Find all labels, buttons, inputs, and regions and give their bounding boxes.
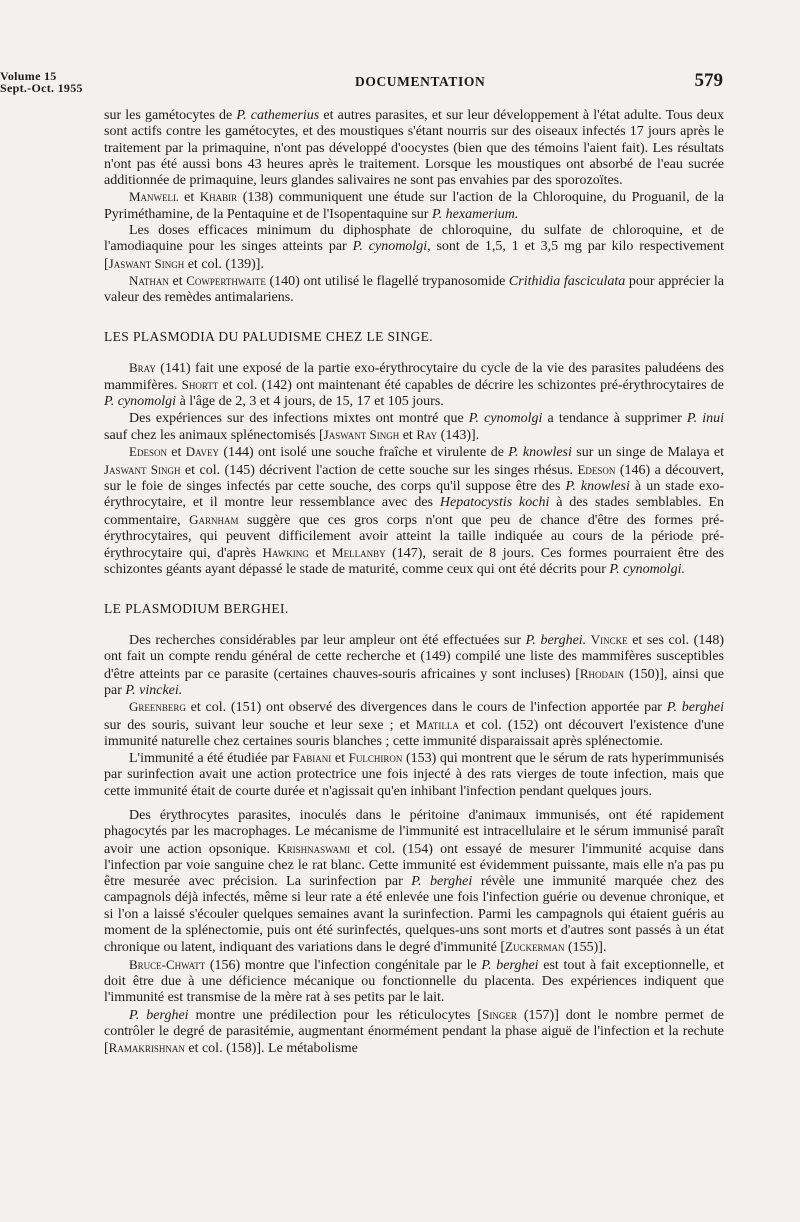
author-name: Nathan xyxy=(129,272,169,288)
paragraph: Des érythrocytes parasites, inoculés dans le péritoine d'animaux immunisés, ont été rapidement phagocytés par les macrophages. Le mécanisme de l'immunité est intracellulaire et le sérum immunisé paraît avoir une action opsonique. Krishnaswami et col. (154) ont essayé de mesurer l'immunité acquise dans l'infection par voie sanguine chez le rat blanc. Cette immunité est évidemment puissante, mais elle n'a pas pu être mesurée avec précision. La surinfection par P. berghei révèle une immunité marquée chez des campagnols déjà infectés, même si leur rate a été enlevée une fois l'infection guérie ou devenue chronique, et si l'on a laissé s'écouler quelques semaines avant la surinfection. Parmi les campagnols qui étaient guéris au moment de la splénectomie, puis ont été surinfectés, quelques-uns sont morts et d'autres sont passés à un état chronique ou latent, indiquant des variations dans le degré d'immunité [Zuckerman (155)]. xyxy=(104,807,725,956)
author-name: Vincke xyxy=(590,632,628,648)
author-name: Hawking xyxy=(262,545,309,561)
author-name: Krishnaswami xyxy=(277,840,351,856)
author-name: Garnham xyxy=(189,511,239,527)
running-header xyxy=(0,70,800,100)
author-name: Jaswant Singh xyxy=(108,255,185,271)
author-name: Manwell xyxy=(129,189,179,205)
author-name: Ramakrishnan xyxy=(108,1040,185,1056)
paragraph: Greenberg et col. (151) ont observé des divergences dans le cours de l'infection apportée par P. berghei sur des souris, suivant leur souche et leur sexe ; et Matilla et col. (152) ont découvert l'existence d'une immunité naturelle chez certaines souris blanches ; cette immunité disparaissait après splénectomie. xyxy=(104,699,724,749)
author-name: Khabir xyxy=(199,189,238,205)
page-number: 579 xyxy=(694,70,723,91)
paragraph: Les doses efficaces minimum du diphosphate de chloroquine, du sulfate de chloroquine, et de l'amodiaquine pour les singes atteints par P. cynomolgi, sont de 1,5, 1 et 3,5 mg par kilo respectivement [Jaswant Singh et col. (139)]. xyxy=(104,223,724,272)
author-name: Davey xyxy=(185,444,220,460)
section-heading: LE PLASMODIUM BERGHEI. xyxy=(104,600,289,616)
volume-info xyxy=(0,70,83,94)
paragraph: L'immunité a été étudiée par Fabiani et Fulchiron (153) qui montrent que le sérum de rats hyperimmunisés par surinfection avait une action protectrice une fois injecté à des rats vierges de toute infection, mais que cette immunité était de courte durée et n'agissait qu'en inhibant l'infection pendant quelques jours. xyxy=(104,750,724,799)
author-name: Bray xyxy=(129,359,156,375)
volume-label: Volume 15 xyxy=(0,69,57,83)
issue-date: Sept.-Oct. 1955 xyxy=(0,81,83,95)
author-name: Shortt xyxy=(181,377,219,393)
author-name: Fulchiron xyxy=(348,750,403,766)
author-name: Jaswant Singh xyxy=(323,427,400,443)
article-body xyxy=(104,108,724,1057)
paragraph: P. berghei montre une prédilection pour les réticulocytes [Singer (157)] dont le nombre permet de contrôler le degré de parasitémie, augmentant énormément pendant la phase aiguë de l'infection et la rechute [Ramakrishnan et col. (158)]. Le métabolisme xyxy=(104,1006,724,1057)
author-name: Jaswant Singh xyxy=(104,461,181,477)
author-name: Fabiani xyxy=(292,750,332,766)
author-name: Bruce-Chwatt xyxy=(129,956,206,972)
author-name: Edeson xyxy=(577,461,616,477)
paragraph: Edeson et Davey (144) ont isolé une souche fraîche et virulente de P. knowlesi sur un singe de Malaya et Jaswant Singh et col. (145) décrivent l'action de cette souche sur les singes rhésus. Edeson (146) a découvert, sur le foie de singes infectés par cette souche, des corps qu'il suppose être des P. knowlesi à un stade exo-érythrocytaire, et il montre leur ressemblance avec des Hepatocystis kochi à des stades semblables. En commentaire, Garnham suggère que ces gros corps n'ont que peu de chance d'être des formes pré-érythrocytaires, qui peuvent difficilement avoir atteint la taille indiquée au cours de la période pré-érythrocytaire qui, d'après Hawking et Mellanby (147), serait de 8 jours. Ces formes pourraient être des schizontes géants ayant dépassé le stade de maturité, comme ceux qui ont été décrits pour P. cynomolgi. xyxy=(104,444,725,578)
paragraph: Des recherches considérables par leur ampleur ont été effectuées sur P. berghei. Vincke et ses col. (148) ont fait un compte rendu général de cette recherche et (149) compilé une liste des mammifères susceptibles d'être atteints par ce parasite (certaines chauves-souris africaines y sont incluses) [Rhodain (150)], ainsi que par P. vinckei. xyxy=(104,632,724,698)
author-name: Cowperthwaite xyxy=(186,272,266,288)
paragraph: Des expériences sur des infections mixtes ont montré que P. cynomolgi a tendance à supprimer P. inui sauf chez les animaux splénectomisés [Jaswant Singh et Ray (143)]. xyxy=(104,410,724,444)
paragraph: Manwell et Khabir (138) communiquent une étude sur l'action de la Chloroquine, du Proguanil, de la Pyriméthamine, de la Pentaquine et de l'Isopentaquine sur P. hexamerium. xyxy=(104,189,725,222)
author-name: Singer xyxy=(482,1006,517,1022)
author-name: Rhodain xyxy=(579,665,625,681)
author-name: Edeson xyxy=(129,444,167,460)
author-name: Greenberg xyxy=(129,699,186,715)
section-title: DOCUMENTATION xyxy=(355,74,486,89)
author-name: Matilla xyxy=(415,716,459,732)
section-heading: LES PLASMODIA DU PALUDISME CHEZ LE SINGE. xyxy=(104,328,434,344)
paragraph: Nathan et Cowperthwaite (140) ont utilisé le flagellé trypanosomide Crithidia fasciculata pour apprécier la valeur des remèdes antimalariens. xyxy=(104,272,725,306)
author-name: Zuckerman xyxy=(505,939,565,955)
paragraph: Bray (141) fait une exposé de la partie exo-érythrocytaire du cycle de la vie des parasites paludéens des mammifères. Shortt et col. (142) ont maintenant été capables de décrire les schizontes pré-érythrocytaires de P. cynomolgi à l'âge de 2, 3 et 4 jours, de 15, 17 et 105 jours. xyxy=(104,359,724,410)
author-name: Ray xyxy=(416,427,438,443)
paragraph: sur les gamétocytes de P. cathemerius et autres parasites, et sur leur développement à l'état adulte. Tous deux sont actifs contre les gamétocytes, et des moustiques s'étant nourris sur des oiseaux infectés 17 jours après le traitement par la primaquine, n'ont pas développé d'oocystes (bien que des témoins l'aient fait). Les résultats n'ont pas été aussi bons 43 heures après le traitement. Lorsque les moustiques ont absorbé de l'eau sucrée additionnée de primaquine, leurs glandes salivaires ne sont pas envahies par des sporozoïtes. xyxy=(104,108,724,189)
author-name: Mellanby xyxy=(332,545,386,561)
paragraph: Bruce-Chwatt (156) montre que l'infection congénitale par le P. berghei est tout à fait exceptionnelle, et doit être due à une déficience mécanique ou fonctionnelle du placenta. Des expériences indiquent que l'immunité est transmise de la mère rat à ses petits par le lait. xyxy=(104,956,725,1006)
